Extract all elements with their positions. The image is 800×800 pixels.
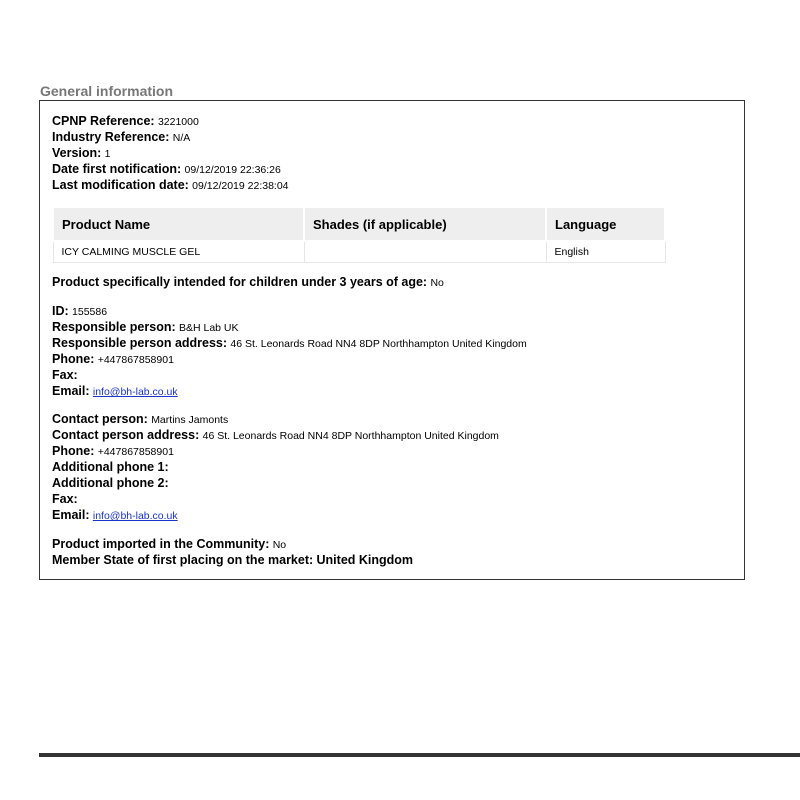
contact-address-row [52, 428, 499, 442]
field-value: N/A [172, 132, 191, 144]
cell-shades [304, 241, 546, 263]
table-row [53, 241, 665, 263]
contact-email-row [52, 508, 178, 522]
responsible-person-row [52, 320, 239, 334]
version-row [52, 146, 111, 160]
cell-product-name: ICY CALMING MUSCLE GEL [53, 241, 304, 263]
last-modification-date-row [52, 178, 289, 192]
field-label: Email: [52, 384, 90, 398]
field-value: +447867858901 [97, 354, 174, 366]
children-intended-row [52, 275, 444, 289]
responsible-email-link[interactable]: info@bh-lab.co.uk [92, 386, 178, 398]
field-label: Contact person: [52, 412, 148, 426]
field-value: Martins Jamonts [151, 414, 229, 426]
field-label: Version: [52, 146, 102, 160]
field-label: Fax: [52, 492, 78, 506]
field-label: Member State of first placing on the market: [52, 553, 314, 567]
field-label: Additional phone 1: [52, 460, 169, 474]
contact-person-row [52, 412, 228, 426]
field-label: CPNP Reference: [52, 114, 155, 128]
field-value: +447867858901 [97, 446, 174, 458]
responsible-id-row [52, 304, 107, 318]
field-value: 1 [104, 148, 111, 160]
field-value: B&H Lab UK [178, 322, 239, 334]
field-label: Email: [52, 508, 90, 522]
column-header-shades: Shades (if applicable) [304, 207, 546, 241]
table-header-row [53, 207, 665, 241]
cell-language: English [546, 241, 665, 263]
field-value: 09/12/2019 22:38:04 [192, 180, 289, 192]
field-value: No [430, 277, 444, 289]
field-label: Last modification date: [52, 178, 189, 192]
product-table [52, 206, 666, 263]
field-label: Phone: [52, 352, 95, 366]
section-title: General information [40, 83, 174, 99]
field-label: Phone: [52, 444, 95, 458]
contact-phone-row [52, 444, 174, 458]
field-label: Responsible person: [52, 320, 176, 334]
field-label: Fax: [52, 368, 78, 382]
field-value: No [272, 539, 287, 551]
responsible-address-row [52, 336, 527, 350]
imported-row [52, 537, 286, 551]
responsible-fax-row [52, 368, 78, 382]
field-value: United Kingdom [316, 553, 414, 567]
field-label: Product imported in the Community: [52, 537, 270, 551]
industry-reference-row [52, 130, 190, 144]
field-value: 46 St. Leonards Road NN4 8DP Northhampton United Kingdom [202, 430, 499, 442]
responsible-phone-row [52, 352, 174, 366]
cpnp-reference-row [52, 114, 199, 128]
contact-additional-phone-1-row [52, 460, 169, 474]
field-label: ID: [52, 304, 69, 318]
bottom-divider [39, 753, 800, 757]
date-first-notification-row [52, 162, 281, 176]
column-header-product-name: Product Name [53, 207, 304, 241]
field-label: Contact person address: [52, 428, 200, 442]
member-state-row [52, 553, 413, 567]
contact-additional-phone-2-row [52, 476, 169, 490]
field-value: 155586 [72, 306, 108, 318]
contact-fax-row [52, 492, 78, 506]
field-label: Industry Reference: [52, 130, 170, 144]
field-label: Product specifically intended for children under 3 years of age: [52, 275, 428, 289]
column-header-language: Language [546, 207, 665, 241]
contact-email-link[interactable]: info@bh-lab.co.uk [92, 510, 178, 522]
field-label: Additional phone 2: [52, 476, 169, 490]
field-value: 46 St. Leonards Road NN4 8DP Northhampton United Kingdom [230, 338, 527, 350]
responsible-email-row [52, 384, 178, 398]
field-value: 09/12/2019 22:36:26 [184, 164, 281, 176]
field-label: Date first notification: [52, 162, 182, 176]
field-label: Responsible person address: [52, 336, 228, 350]
field-value: 3221000 [157, 116, 199, 128]
